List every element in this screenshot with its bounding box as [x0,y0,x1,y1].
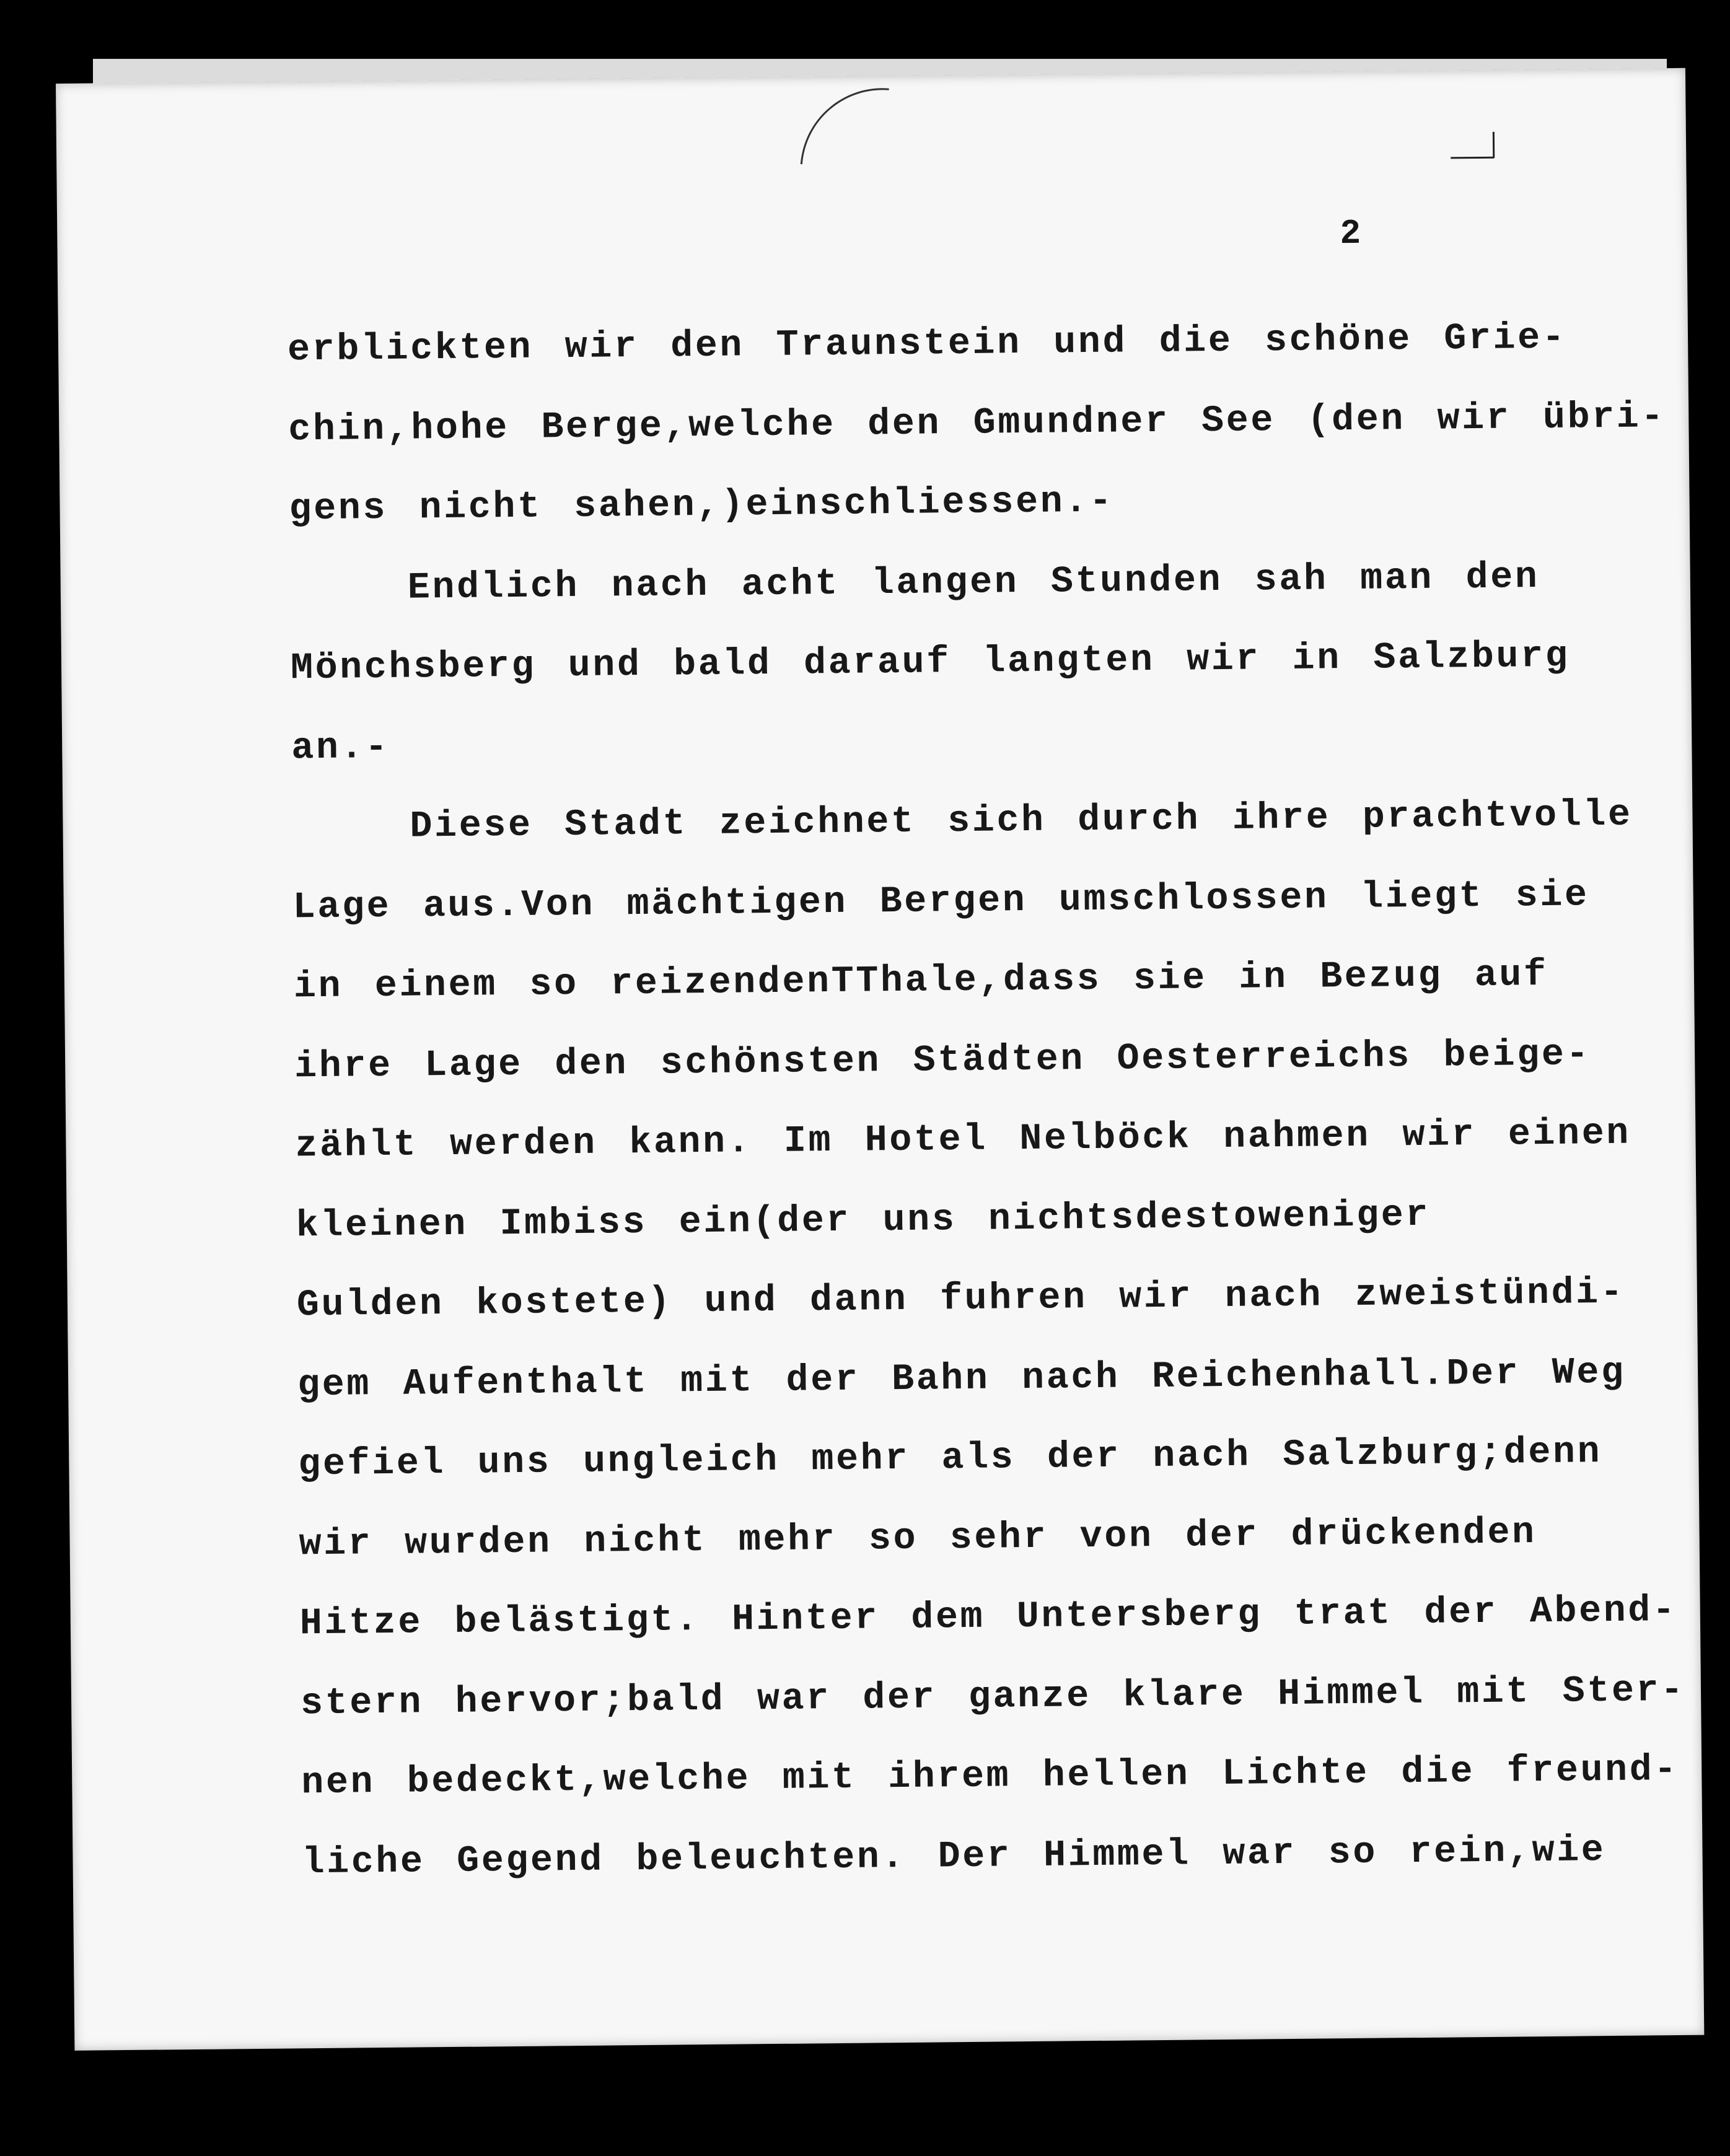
text-line: Hitze belästigt. Hinter dem Untersberg trat der Abend- [299,1589,1677,1645]
text-line: stern hervor;bald war der ganze klare Himmel mit Ster- [300,1669,1686,1725]
body-text [287,298,1686,1903]
paragraph-3 [292,776,1686,1903]
text-line: Lage aus.Von mächtigen Bergen umschlossen liegt sie [292,874,1589,929]
text-line: nen bedeckt,welche mit ihrem hellen Lichte die freund- [301,1748,1679,1805]
text-line: chin,hohe Berge,welche den Gmundner See (den wir übri- [288,395,1666,451]
text-line: gem Aufenthalt mit der Bahn nach Reichenhall.Der Weg [297,1351,1626,1406]
paragraph-1 [287,298,1666,550]
text-line: Mönchsberg und bald darauf langten wir in Salzburg [290,635,1570,690]
pen-stroke-mark [766,55,999,287]
text-line: Gulden kostete) und dann fuhren wir nach zweistündi- [296,1271,1625,1327]
typewritten-page [56,68,1704,2051]
page-number: 2 [1340,213,1361,254]
text-line: erblickten wir den Traunstein und die schöne Grie- [287,317,1567,372]
text-line: Endlich nach acht langen Stunden sah man den [407,556,1540,610]
text-line: zählt werden kann. Im Hotel Nelböck nahmen wir einen [295,1112,1631,1168]
text-line: in einem so reizendenTThale,dass sie in Bezug auf [293,953,1548,1009]
corner-mark [1493,132,1495,158]
corner-mark [1451,157,1494,159]
text-line: ihre Lage den schönsten Städten Oesterreichs beige- [294,1033,1591,1088]
paragraph-2 [289,537,1624,788]
text-line: kleinen Imbiss ein(der uns nichtsdestoweniger [296,1194,1431,1247]
text-line: liche Gegend beleuchten. Der Himmel war so rein,wie [302,1829,1606,1884]
text-line: an.- [291,726,390,769]
text-line: gefiel uns ungleich mehr als der nach Salzburg;denn [298,1431,1602,1486]
text-line: Diese Stadt zeichnet sich durch ihre prachtvolle [410,794,1633,848]
text-line: gens nicht sahen,)einschliessen.- [289,480,1114,531]
text-line: wir wurden nicht mehr so sehr von der drückenden [299,1511,1537,1566]
